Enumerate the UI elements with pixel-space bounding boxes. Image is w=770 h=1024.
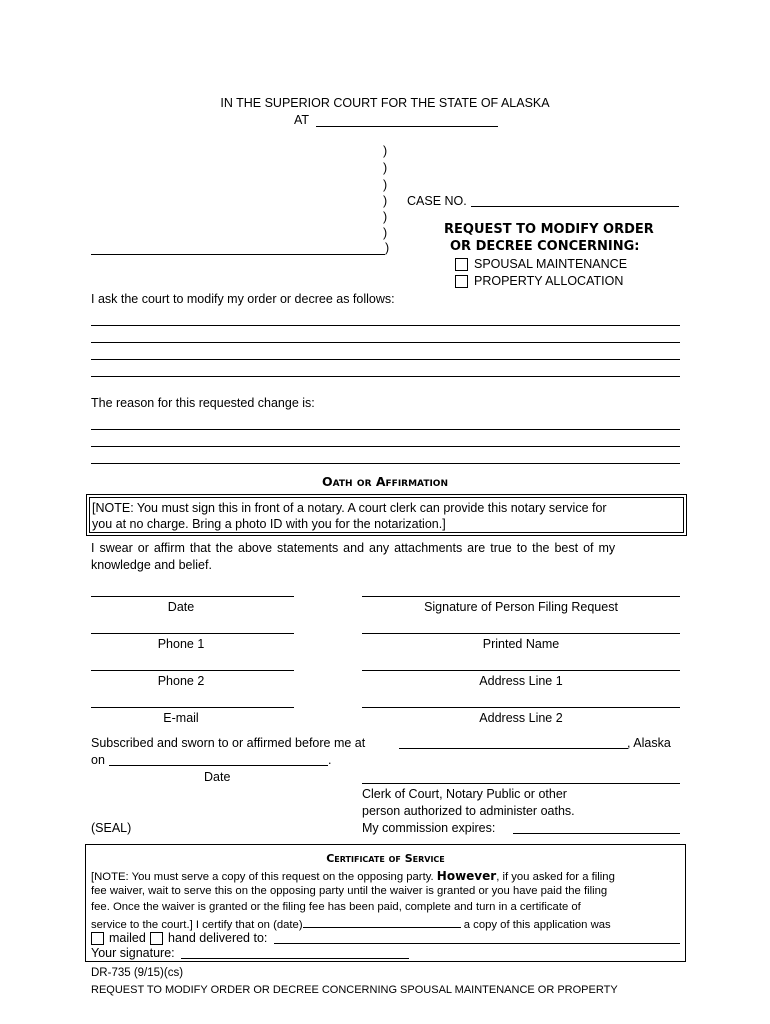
address2-field-line[interactable]	[362, 707, 680, 708]
mailed-checkbox[interactable]	[91, 932, 104, 945]
oath-statement-line1: I swear or affirm that the above statements and any attachments are true to the best of my	[91, 541, 616, 555]
paren: )	[383, 178, 388, 192]
clerk-line1: Clerk of Court, Notary Public or other	[362, 787, 567, 801]
service-date-field[interactable]	[303, 916, 461, 928]
notary-date-label: Date	[204, 770, 231, 784]
paren: )	[383, 161, 388, 175]
printed-name-field-line[interactable]	[362, 633, 680, 634]
signature-field-line[interactable]	[362, 596, 680, 597]
document-title-line2: OR DECREE CONCERNING:	[450, 239, 640, 254]
however-text: However	[436, 869, 497, 883]
reason-line[interactable]	[91, 463, 680, 464]
subscribed-text: Subscribed and sworn to or affirmed before me at	[91, 736, 366, 750]
clerk-line2: person authorized to administer oaths.	[362, 804, 575, 818]
signature-label: Signature of Person Filing Request	[424, 600, 618, 614]
mailed-label: mailed	[109, 931, 146, 945]
paren: )	[383, 226, 388, 240]
certificate-line4	[91, 916, 611, 931]
delivered-to-field-line[interactable]	[274, 943, 680, 944]
hand-delivered-label: hand delivered to:	[168, 931, 268, 945]
notary-location-line[interactable]	[399, 748, 628, 749]
notary-signature-line[interactable]	[362, 783, 680, 784]
form-id: DR-735 (9/15)(cs)	[91, 967, 184, 979]
location-field-line[interactable]	[316, 126, 498, 127]
certificate-line4-a: service to the court.] I certify that on (date)	[91, 919, 303, 931]
modify-line[interactable]	[91, 376, 680, 377]
date-label: Date	[167, 600, 195, 614]
certificate-line1	[91, 869, 615, 883]
modify-line[interactable]	[91, 342, 680, 343]
address1-label: Address Line 1	[479, 674, 563, 688]
commission-label: My commission expires:	[362, 821, 496, 835]
seal-label: (SEAL)	[91, 821, 132, 835]
commission-field-line[interactable]	[513, 833, 680, 834]
alaska-text: , Alaska	[627, 736, 671, 750]
document-title-line1: REQUEST TO MODIFY ORDER	[444, 222, 654, 237]
property-allocation-label: PROPERTY ALLOCATION	[474, 274, 624, 288]
modify-line[interactable]	[91, 325, 680, 326]
certificate-box	[85, 844, 686, 962]
oath-note-line1: [NOTE: You must sign this in front of a notary. A court clerk can provide this notary service for	[92, 501, 607, 515]
email-label: E-mail	[163, 711, 199, 725]
reason-line[interactable]	[91, 446, 680, 447]
spousal-maintenance-checkbox[interactable]	[455, 258, 468, 271]
printed-name-label: Printed Name	[482, 637, 560, 651]
paren: )	[383, 194, 388, 208]
certificate-line3: fee. Once the waiver is granted or the filing fee has been paid, complete and turn in a certificate of	[91, 901, 581, 913]
address2-label: Address Line 2	[479, 711, 563, 725]
court-heading: IN THE SUPERIOR COURT FOR THE STATE OF ALASKA	[220, 96, 550, 110]
form-title-footer: REQUEST TO MODIFY ORDER OR DECREE CONCERNING SPOUSAL MAINTENANCE OR PROPERTY	[91, 984, 618, 996]
certificate-line1-a: [NOTE: You must serve a copy of this request on the opposing party.	[91, 871, 437, 883]
paren: )	[385, 241, 390, 255]
reason-line[interactable]	[91, 429, 680, 430]
oath-note-line2: you at no charge. Bring a photo ID with you for the notarization.]	[92, 517, 446, 531]
period: .	[328, 753, 332, 767]
certificate-heading: Certificate of Service	[326, 852, 445, 865]
certificate-line2: fee waiver, wait to serve this on the opposing party until the waiver is granted or you have paid the filing	[91, 885, 608, 897]
party-name-line[interactable]	[91, 254, 385, 255]
spousal-maintenance-label: SPOUSAL MAINTENANCE	[474, 257, 628, 271]
oath-statement-line2: knowledge and belief.	[91, 558, 212, 572]
email-field-line[interactable]	[91, 707, 294, 708]
certificate-line1-b: , if you asked for a filing	[496, 871, 615, 883]
oath-heading: Oath or Affirmation	[322, 474, 448, 489]
notary-date-line[interactable]	[109, 765, 328, 766]
phone1-label: Phone 1	[157, 637, 205, 651]
property-allocation-checkbox[interactable]	[455, 275, 468, 288]
case-no-field-line[interactable]	[471, 206, 679, 207]
oath-note-box	[86, 494, 687, 536]
modify-line[interactable]	[91, 359, 680, 360]
modify-prompt: I ask the court to modify my order or decree as follows:	[91, 292, 395, 306]
your-signature-field-line[interactable]	[181, 958, 409, 959]
your-signature-label: Your signature:	[91, 946, 175, 960]
at-label: AT	[294, 113, 310, 127]
paren: )	[383, 210, 388, 224]
paren: )	[383, 144, 388, 158]
date-field-line[interactable]	[91, 596, 294, 597]
phone1-field-line[interactable]	[91, 633, 294, 634]
on-label: on	[91, 753, 105, 767]
case-no-label: CASE NO.	[407, 194, 467, 208]
certificate-line4-b: a copy of this application was	[460, 919, 611, 931]
hand-delivered-checkbox[interactable]	[150, 932, 163, 945]
phone2-label: Phone 2	[157, 674, 205, 688]
address1-field-line[interactable]	[362, 670, 680, 671]
reason-prompt: The reason for this requested change is:	[91, 396, 315, 410]
phone2-field-line[interactable]	[91, 670, 294, 671]
